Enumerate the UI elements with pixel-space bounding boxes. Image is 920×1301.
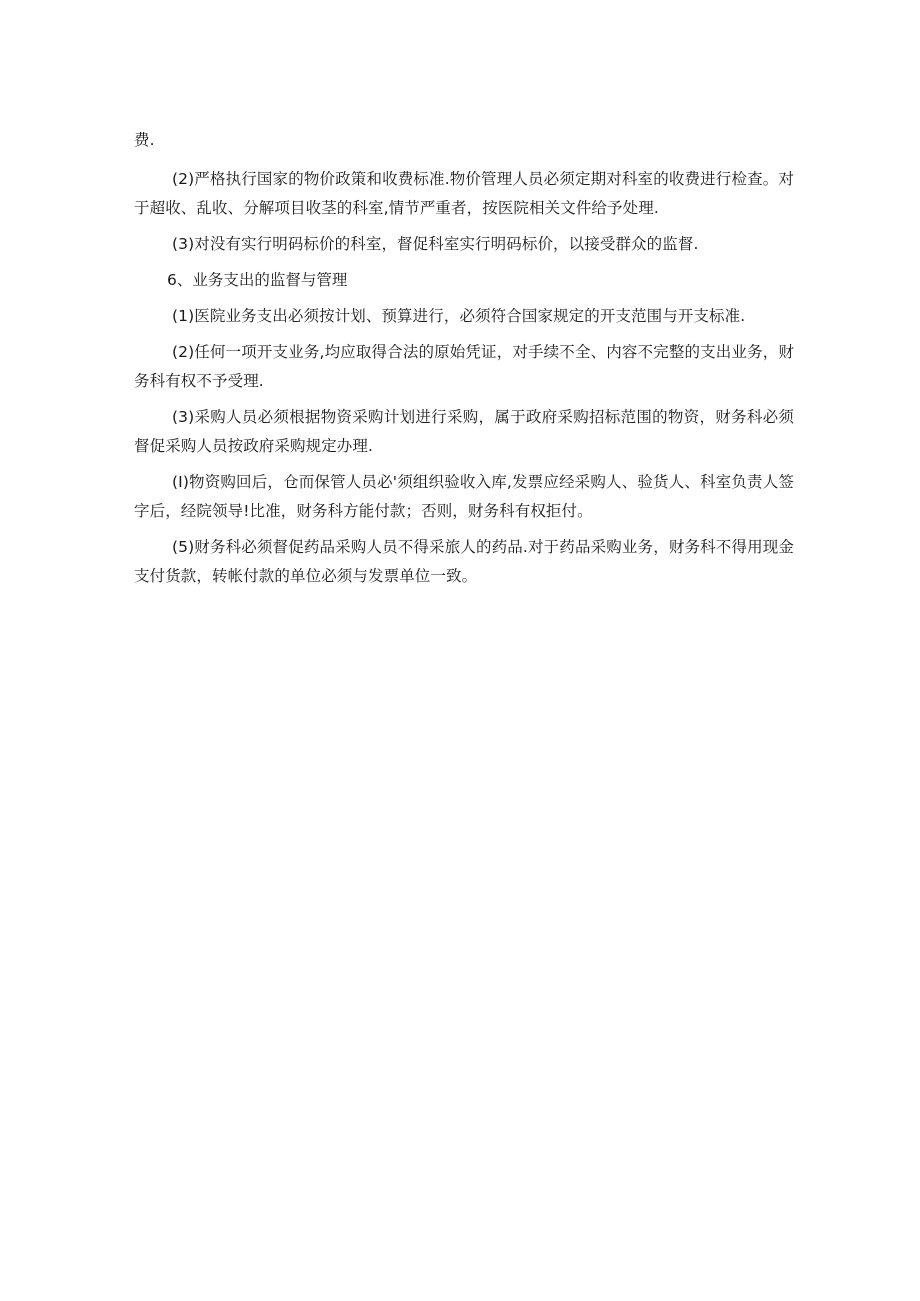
paragraph-item-2-pricing: (2)严格执行国家的物价政策和收费标准.物价管理人员必须定期对科室的收费进行检查。对于超收、乱收、分解项目收茎的科室,情节严重者，按医院相关文件给予处理.	[134, 170, 794, 217]
document-body	[134, 126, 794, 598]
paragraph-item-2-vouchers: (2)任何一项开支业务,均应取得合法的原始凭证，对手续不全、内容不完整的支出业务，财务科有权不予受理.	[134, 343, 794, 390]
paragraph-continuation: 费.	[134, 131, 155, 149]
paragraph-item-4-acceptance: (I)物资购回后，仓而保管人员必'须组织验收入库,发票应经采购人、验货人、科室负责人签字后，经院领导!比准，财务科方能付款；否则，财务科有权拒付。	[134, 473, 794, 520]
section-heading-expenditure: 6、业务支出的监督与管理	[167, 271, 348, 289]
paragraph-item-5-drugs: (5)财务科必须督促药品采购人员不得采旅人的药品.对于药品采购业务，财务科不得用现金支付货款，转帐付款的单位必须与发票单位一致。	[134, 538, 794, 585]
paragraph-item-3-price-tags: (3)对没有实行明码标价的科室，督促科室实行明码标价，以接受群众的监督.	[172, 235, 699, 253]
paragraph-item-1-budget: (1)医院业务支出必须按计划、预算进行，必须符合国家规定的开支范围与开支标准.	[172, 307, 746, 325]
paragraph-item-3-procurement: (3)采购人员必须根据物资采购计划进行采购，属于政府采购招标范围的物资，财务科必须督促采购人员按政府采购规定办理.	[134, 408, 794, 455]
